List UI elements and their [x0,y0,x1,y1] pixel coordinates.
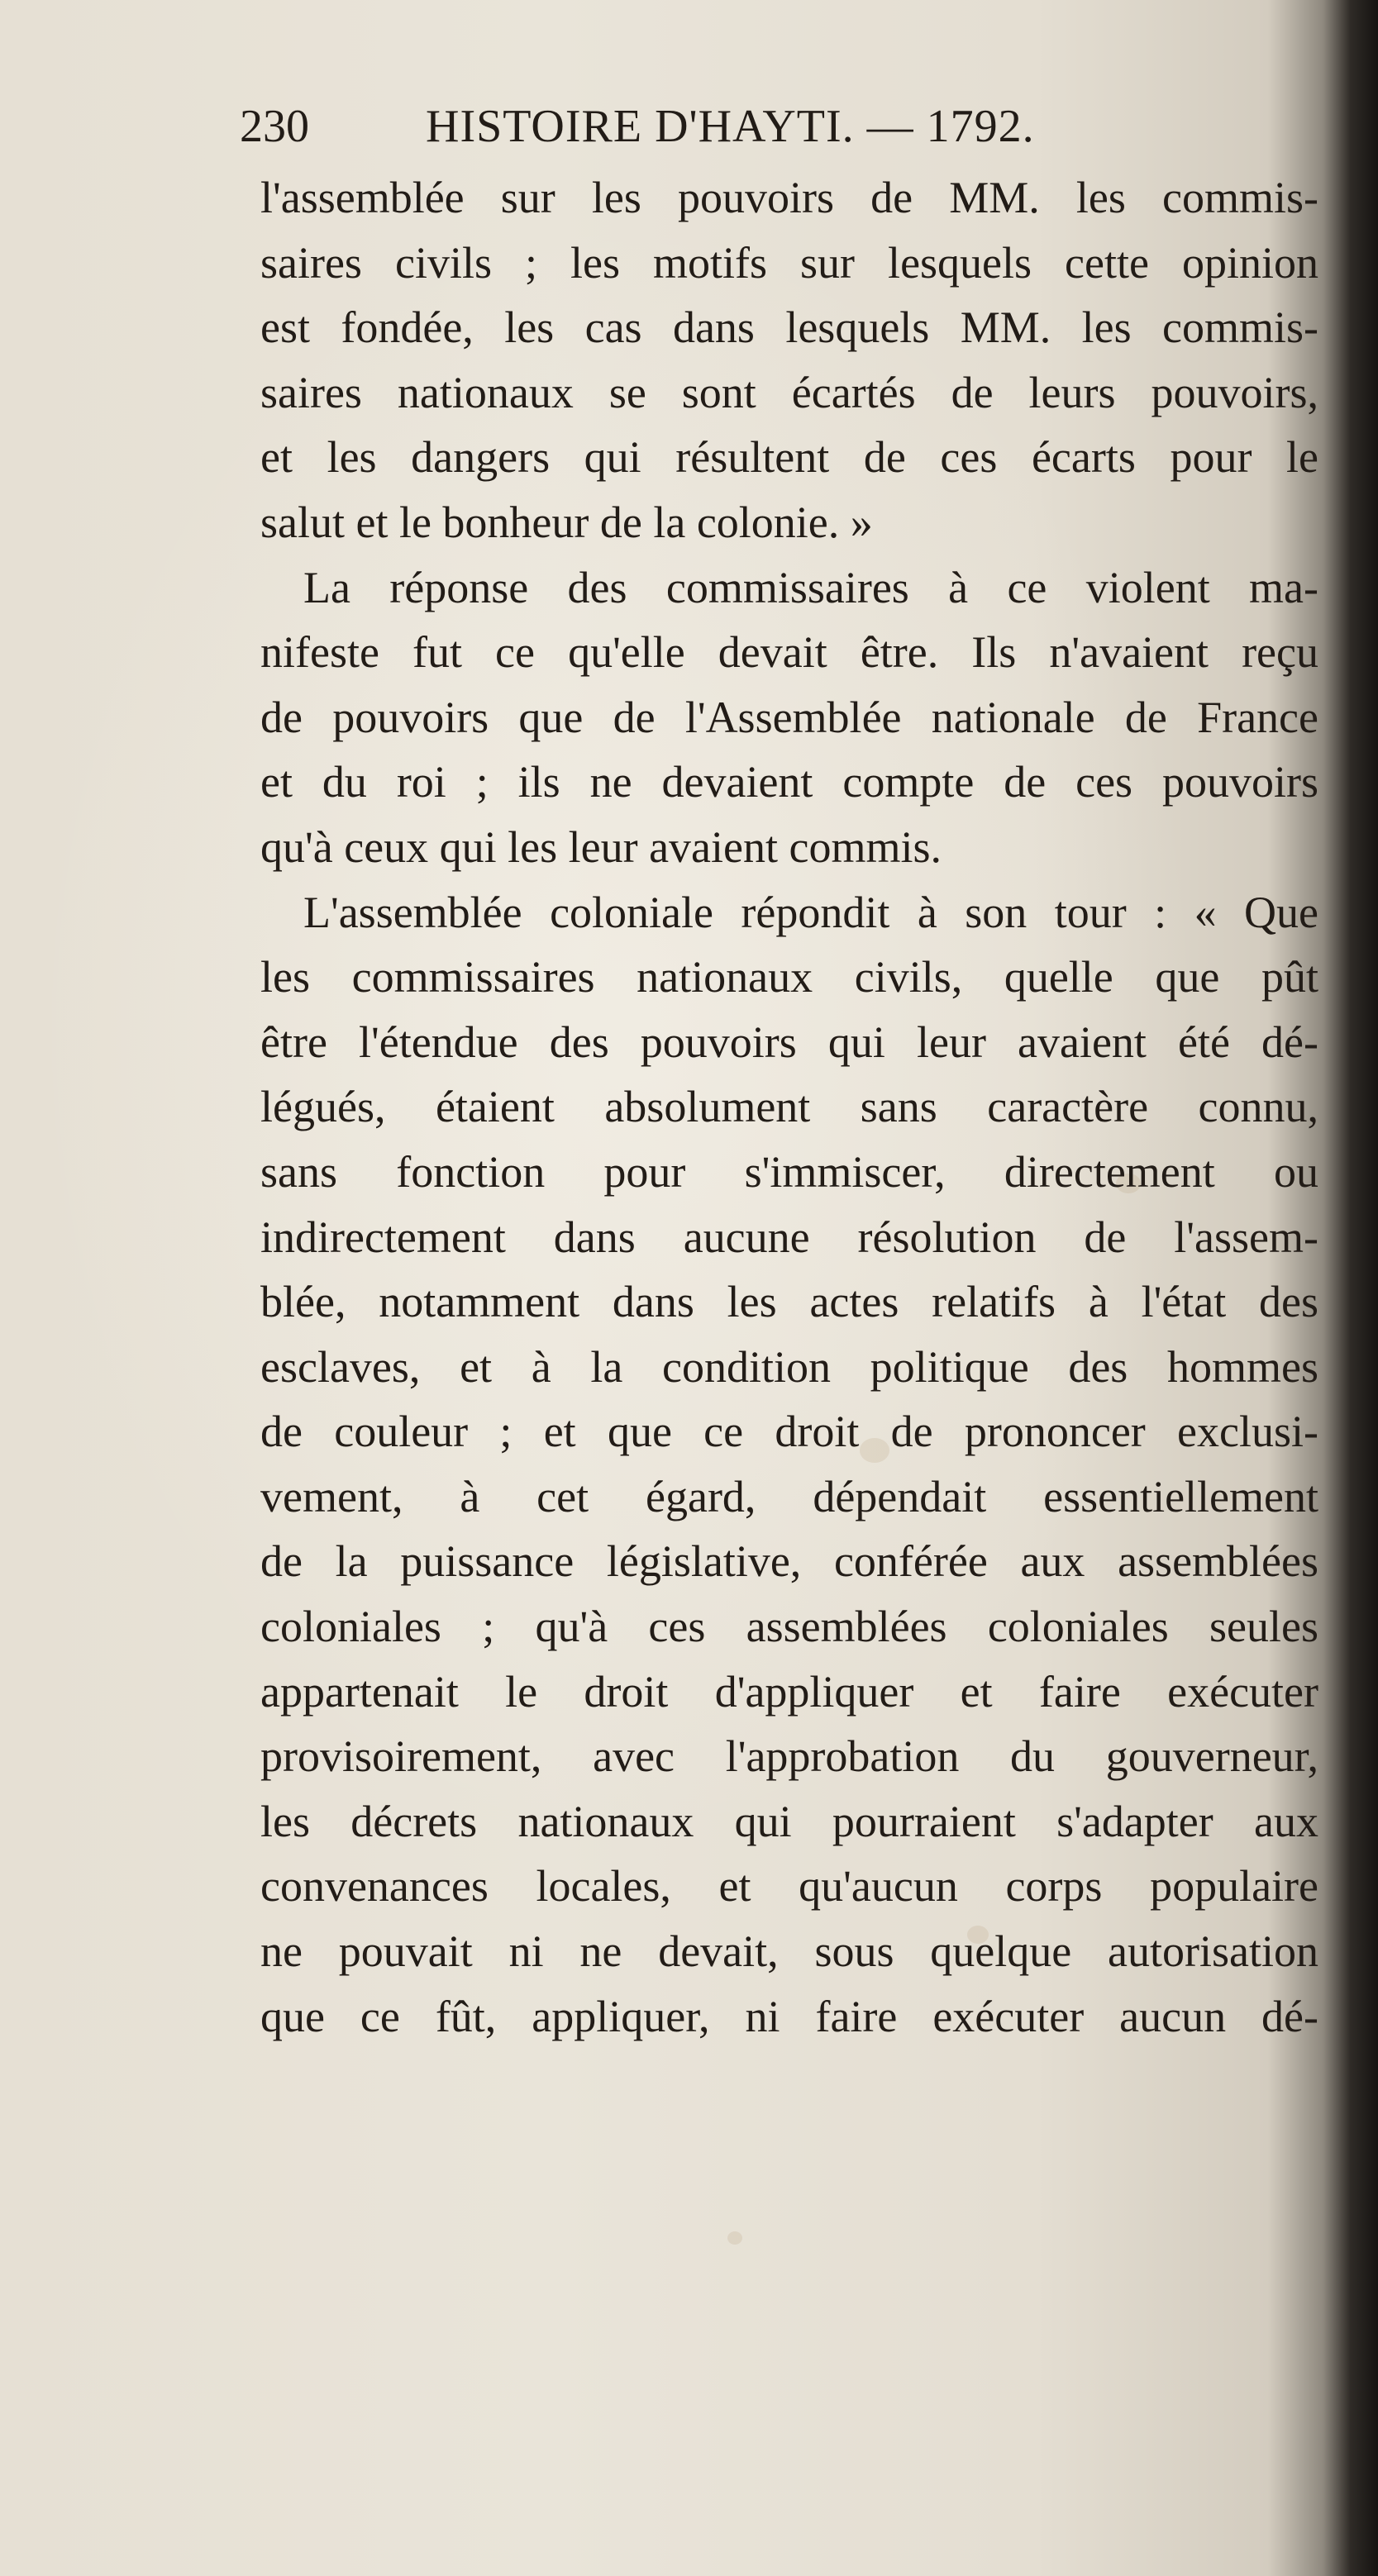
text-line: qu'à ceux qui les leur avaient commis. [260,821,942,872]
text-line: saires nationaux se sont écartés de leurs pouvoirs, [260,367,1318,417]
text-line: l'assemblée sur les pouvoirs de MM. les commis- [260,173,1318,222]
body-text [260,165,1318,2049]
text-line: et les dangers qui résultent de ces écarts pour le [260,432,1318,483]
paragraph-start-line: La réponse des commissaires à ce violent ma- [303,562,1318,612]
text-line: esclaves, et à la condition politique des hommes [260,1341,1318,1392]
paragraph-start-line: L'assemblée coloniale répondit à son tour : « Que [303,887,1318,937]
page-number: 230 [240,101,309,152]
running-head [240,89,1314,164]
text-line: sans fonction pour s'immiscer, directement ou [260,1146,1318,1197]
text-line: convenances locales, et qu'aucun corps populaire [260,1861,1318,1912]
text-line: indirectement dans aucune résolution de l'assem- [260,1212,1318,1262]
text-line: légués, étaient absolument sans caractère connu, [260,1082,1318,1132]
text-line: salut et le bonheur de la colonie. » [260,497,873,547]
text-line: de couleur ; et que ce droit de prononcer exclusi- [260,1407,1318,1457]
text-line: provisoirement, avec l'approbation du gouverneur, [260,1731,1318,1782]
text-line: saires civils ; les motifs sur lesquels cette opinion [260,237,1318,288]
text-line: est fondée, les cas dans lesquels MM. les commis- [260,302,1318,353]
text-line: être l'étendue des pouvoirs qui leur avaient été dé- [260,1017,1318,1067]
text-line: et du roi ; ils ne devaient compte de ces pouvoirs [260,757,1318,807]
text-line: les commissaires nationaux civils, quelle que pût [260,952,1318,1002]
text-line: appartenait le droit d'appliquer et faire exécuter [260,1666,1318,1717]
text-line: les décrets nationaux qui pourraient s'adapter aux [260,1796,1318,1846]
text-line: de la puissance législative, conférée aux assemblées [260,1536,1318,1587]
text-line: que ce fût, appliquer, ni faire exécuter aucun dé- [260,1991,1318,2041]
running-title: HISTOIRE D'HAYTI. — 1792. [426,101,1035,152]
paper-foxing-spot [727,2231,742,2245]
text-line: vement, à cet égard, dépendait essentiellement [260,1471,1318,1521]
text-line: ne pouvait ni ne devait, sous quelque autorisation [260,1926,1318,1977]
text-line: coloniales ; qu'à ces assemblées coloniales seules [260,1602,1318,1652]
text-line: blée, notamment dans les actes relatifs à l'état des [260,1277,1318,1327]
text-line: de pouvoirs que de l'Assemblée nationale de France [260,692,1318,742]
text-line: nifeste fut ce qu'elle devait être. Ils n'avaient reçu [260,627,1318,678]
